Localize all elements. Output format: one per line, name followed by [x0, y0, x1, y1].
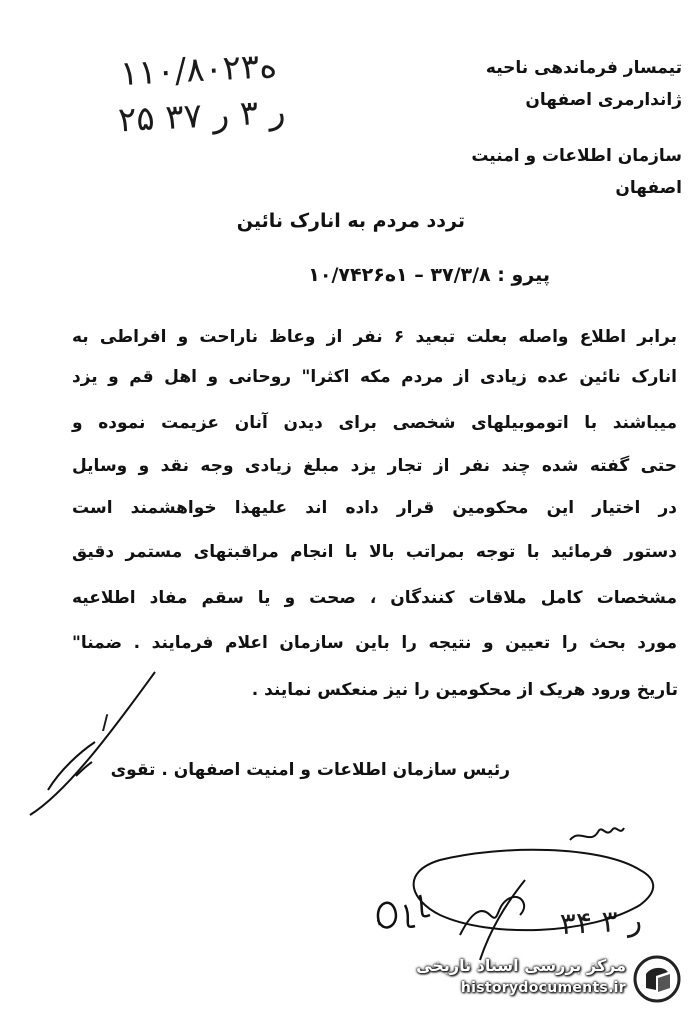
- body-line: مورد بحث را تعیین و نتیجه را باین سازمان اعلام فرمایند . ضمنا": [72, 633, 677, 653]
- header-recipient-line1: تیمسار فرماندهی ناحیه: [485, 58, 682, 78]
- signature-scribble: [480, 880, 525, 960]
- body-line: میباشند با اتوموبیلهای شخصی برای دیدن آنان عزیمت نموده و: [72, 413, 677, 433]
- handwritten-reference-number: ۱ه۱۰/۸۰۲۳: [119, 45, 279, 95]
- archive-logo-icon: [632, 954, 682, 1004]
- body-line: دستور فرمائید با توجه بمراتب بالا با انجام مراقبتهای مستمر دقیق: [72, 542, 677, 562]
- handwritten-date: ۲۵ ر ۳ ر ۳۷: [117, 91, 287, 141]
- body-line: در اختیار این محکومین قرار داده اند علیهذا خواهشمند است: [72, 498, 677, 518]
- watermark-text-fa: مرکز بررسی اسناد تاریخی: [416, 956, 626, 975]
- header-organization: سازمان اطلاعات و امنیت: [471, 146, 682, 166]
- watermark: [418, 952, 688, 1006]
- handwritten-scribble: [570, 828, 624, 840]
- reference-line: پیرو : ۳۷/۳/۸ – ۱ه۱۰/۷۴۲۶: [308, 264, 550, 286]
- handwritten-mark: ا: [100, 712, 107, 737]
- header-city: اصفهان: [615, 178, 682, 198]
- handwritten-oval-loop: [414, 850, 654, 930]
- subject-line: تردد مردم به انارک نائین: [236, 210, 465, 232]
- body-line: برابر اطلاع واصله بعلت تبعید ۶ نفر از وعاظ ناراحت و افراطی به: [72, 327, 677, 347]
- signature-line: رئیس سازمان اطلاعات و امنیت اصفهان . تقوی: [110, 760, 510, 780]
- header-recipient-line2: ژاندارمری اصفهان: [525, 90, 682, 110]
- body-line: تاریخ ورود هریک از محکومین را نیز منعکس نمایند .: [251, 680, 678, 700]
- body-line: انارک نائین عده زیادی از مردم مکه اکثرا" روحانی و اهل قم و یزد: [72, 367, 677, 387]
- signature-scribble: [378, 895, 430, 927]
- handwritten-bottom-number: ۳۴ ر ۳: [559, 902, 643, 943]
- watermark-text-en: historydocuments.ir: [460, 980, 626, 996]
- body-line: مشخصات کامل ملاقات کنندگان ، صحت و یا سقم مفاد اطلاعیه: [72, 588, 677, 608]
- body-line: حتی گفته شده چند نفر از تجار یزد مبلغ زیادی وجه نقد و وسایل: [72, 456, 677, 476]
